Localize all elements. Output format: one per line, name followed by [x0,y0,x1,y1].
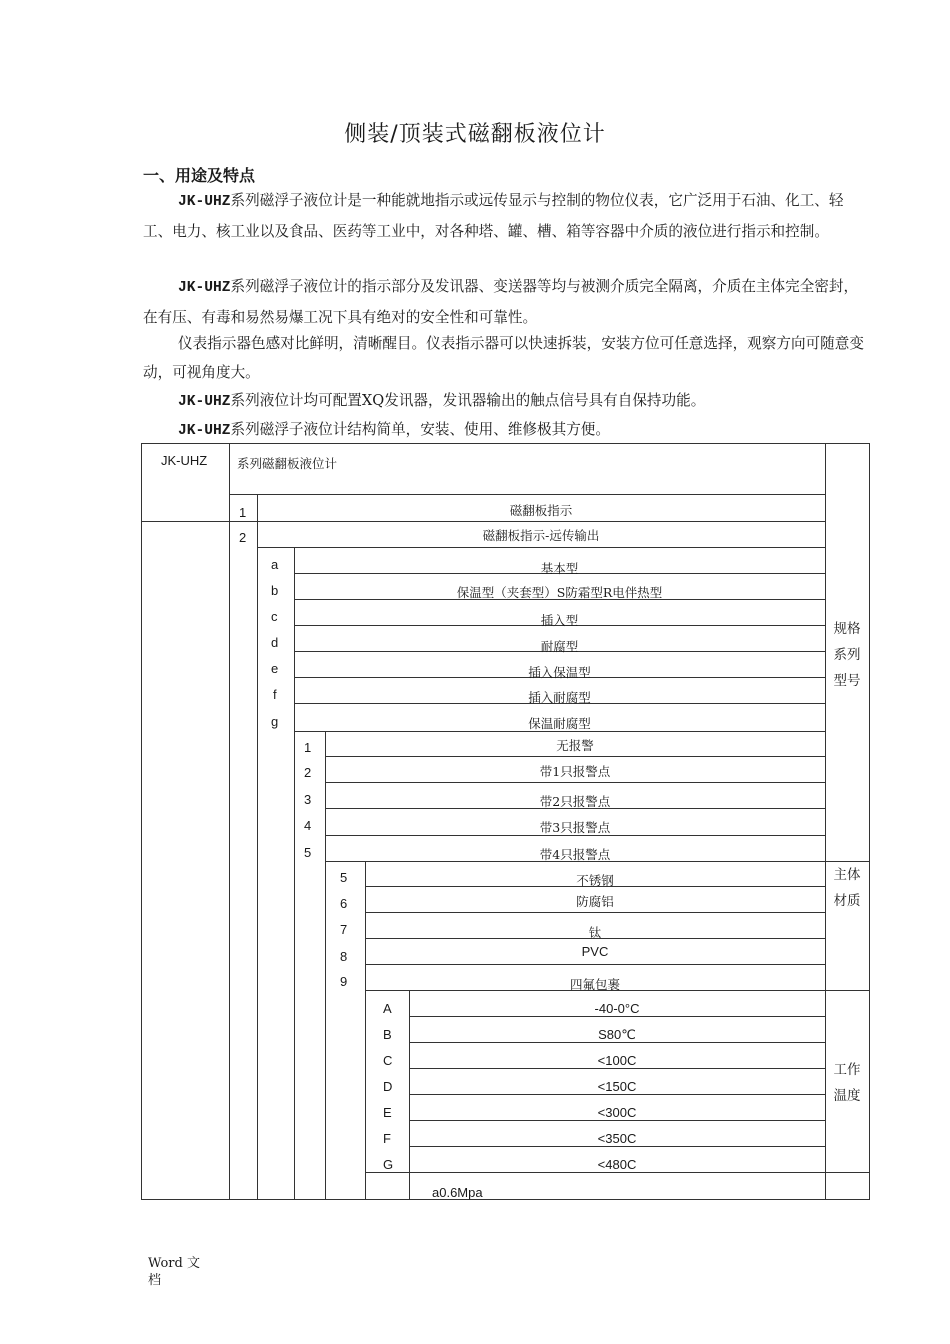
spec-label-line: 系列 [833,647,861,663]
table-rule [409,1068,825,1069]
material-desc: 钛 [588,925,602,940]
temperature-code: C [383,1053,393,1068]
type-desc: 保温耐腐型 [528,716,591,731]
spec-table [141,443,870,1200]
table-rule [257,494,258,1200]
temperature-desc: <100C [597,1053,637,1068]
material-desc: 四氟包裹 [569,977,620,992]
spec-label-line: 规格 [833,621,861,637]
temperature-label-line: 工作 [833,1062,861,1078]
material-code: 8 [340,949,348,964]
table-rule [409,1146,825,1147]
table-rule [409,1094,825,1095]
material-code: 5 [340,870,348,885]
section-heading: 一、用途及特点 [143,166,256,185]
type-code: a [271,557,279,572]
table-rule [229,443,230,1200]
table-rule [257,547,825,548]
temperature-desc: <300C [597,1105,637,1120]
footer-label: Word 文档 [148,1256,200,1288]
table-rule [409,1016,825,1017]
type-desc: 耐腐型 [540,639,579,654]
indicator-code: 2 [239,530,247,545]
temperature-desc: <150C [597,1079,637,1094]
spec-label-line: 型号 [833,673,861,689]
material-desc: 不锈钢 [576,873,614,888]
material-desc: PVC [581,944,609,959]
type-code: c [271,609,278,624]
spec-label [827,616,867,694]
paragraph-lead: JK-UHZ [178,423,231,439]
temperature-desc: S80℃ [598,1027,636,1042]
alarm-desc: 带3只报警点 [539,820,611,835]
table-rule [141,443,870,444]
paragraph-3 [143,329,868,387]
table-rule [869,443,870,1200]
material-label-line: 主体 [833,867,861,883]
type-desc: 插入耐腐型 [528,690,591,705]
table-rule [325,756,825,757]
indicator-code: 1 [239,505,247,520]
table-rule [365,1172,825,1173]
material-code: 6 [340,896,348,911]
table-rule [365,912,825,913]
table-rule [141,521,229,522]
temperature-code: B [383,1027,392,1042]
type-code: f [273,687,277,702]
paragraph-lead: JK-UHZ [178,194,231,210]
type-code: g [271,714,279,729]
alarm-code: 3 [304,792,312,807]
alarm-code: 1 [304,740,312,755]
table-rule [409,1120,825,1121]
alarm-desc: 带4只报警点 [539,847,611,862]
model-code: JK-UHZ [161,453,208,468]
temperature-code: F [383,1131,391,1146]
indicator-desc: 磁翻板指示-远传输出 [482,528,600,543]
paragraph-text: 系列磁浮子液位计结构简单，安装、使用、维修极其方便。 [230,421,610,438]
alarm-desc: 无报警 [556,738,594,753]
paragraph-text: 系列液位计均可配置XQ发讯器，发讯器输出的触点信号具有自保持功能。 [230,392,706,409]
temperature-code: A [383,1001,392,1016]
paragraph-lead: JK-UHZ [178,394,231,410]
table-rule [229,494,825,495]
alarm-desc: 带2只报警点 [539,794,611,809]
temperature-label [827,1057,867,1109]
table-rule [229,521,825,522]
temperature-desc: <480C [597,1157,637,1172]
paragraph-lead: JK-UHZ [178,280,231,296]
table-rule [825,990,870,991]
table-rule [141,443,142,1200]
indicator-desc: 磁翻板指示 [509,503,573,518]
paragraph-text: 仪表指示器色感对比鲜明，清晰醒目。仪表指示器可以快速拆装，安装方位可任意选择，观察方向可随意变动，可视角度大。 [143,335,864,381]
table-rule [365,1172,366,1200]
type-code: d [271,635,279,650]
type-desc: 基本型 [540,561,579,576]
type-code: b [271,583,279,598]
material-code: 7 [340,922,348,937]
paragraph-2 [143,272,868,332]
table-rule [365,964,825,965]
alarm-code: 5 [304,845,312,860]
alarm-code: 2 [304,765,312,780]
table-rule [825,443,826,1200]
material-desc: 防腐铝 [576,894,614,909]
temperature-code: D [383,1079,393,1094]
paragraph-4 [143,386,868,417]
table-rule [141,1199,870,1200]
material-code: 9 [340,974,348,989]
series-name: 系列磁翻板液位计 [237,456,338,471]
temperature-desc: -40-0°C [594,1001,640,1016]
alarm-desc: 带1只报警点 [539,764,611,779]
table-rule [325,782,825,783]
paragraph-1 [143,186,868,246]
temperature-code: E [383,1105,392,1120]
paragraph-text: 系列磁浮子液位计的指示部分及发讯器、变送器等均与被测介质完全隔离，介质在主体完全密封，在有压、有毒和易然易爆工况下具有绝对的安全性和可靠性。 [143,278,859,326]
material-label [827,862,867,914]
material-label-line: 材质 [833,893,861,909]
table-rule [825,1172,870,1173]
type-code: e [271,661,279,676]
temperature-desc: <350C [597,1131,637,1146]
temperature-label-line: 温度 [833,1088,861,1104]
temperature-code: G [383,1157,394,1172]
page-title: 侧装/顶装式磁翻板液位计 [344,122,606,147]
type-desc: 插入型 [540,613,579,628]
type-desc: 保温型（夹套型）S防霜型R电伴热型 [456,585,663,600]
alarm-code: 4 [304,818,312,833]
paragraph-text: 系列磁浮子液位计是一种能就地指示或远传显示与控制的物位仪表，它广泛用于石油、化工、轻工、电力、核工业以及食品、医药等工业中，对各种塔、罐、槽、箱等容器中介质的液位进行指示和控制。 [143,192,844,240]
pressure-desc: a0.6Mpa [432,1185,483,1200]
type-desc: 插入保温型 [528,665,591,680]
paragraph-5 [143,415,868,446]
